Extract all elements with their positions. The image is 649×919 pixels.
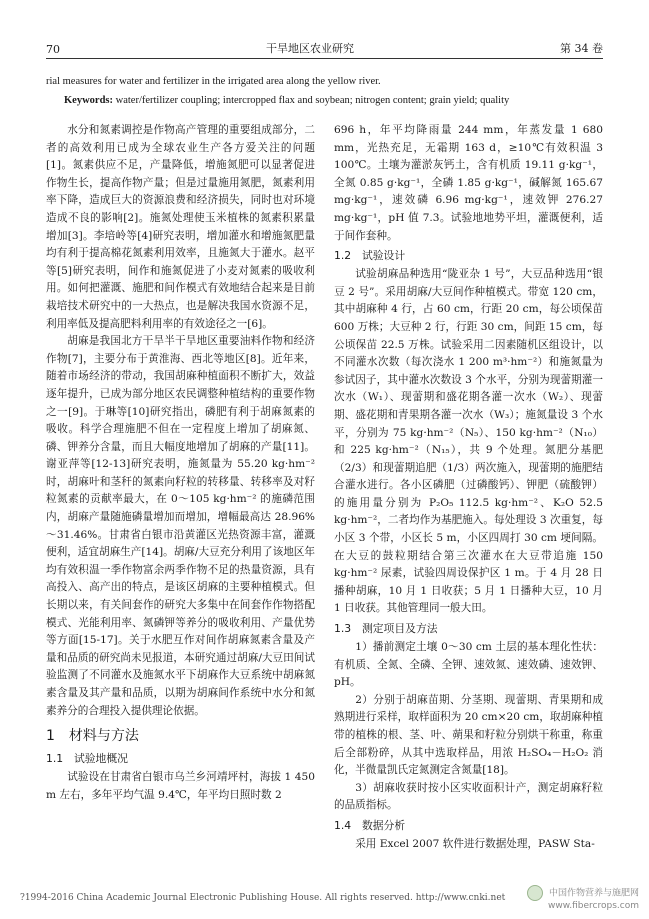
section-1-3-item-3: 3）胡麻收获时按小区实收面积计产，测定胡麻籽粒的品质指标。 bbox=[334, 781, 603, 812]
section-1-3-item-1: 1）播前测定土壤 0～30 cm 土层的基本理化性状：有机质、全氮、全磷、全钾、速效氮、速效磷、速效钾、pH。 bbox=[334, 641, 603, 689]
page-footer bbox=[20, 886, 639, 910]
section-1-2-text: 试验胡麻品种选用“陇亚杂 1 号”，大豆品种选用“银豆 2 号”。采用胡麻/大豆间作种植模式。带宽 120 cm，其中胡麻种 4 行，占 60 cm，行距 20 cm，每公顷保苗 600 万株；大豆种 2 行，行距 30 cm，间距 15 cm，每公顷保苗 22.5 万株。试验采用二因素随机区组设计，以不同灌水次数（每次浇水 1 200 m³·hm⁻²）和施氮量为参试因子，其中灌水次数设 3 个水平，分别为现蕾期灌一次水（W₁）、现蕾期和盛花期各灌一次水（W₂）、现蕾期、盛花期和青果期各灌一次水（W₃）；施氮量设 3 个水平，分别为 75 kg·hm⁻²（N₅）、150 kg·hm⁻²（N₁₀）和 225 kg·hm⁻²（N₁₅），共 9 个处理。氮肥分基肥（2/3）和现蕾期追肥（1/3）两次施入，现蕾期的施肥结合灌水进行。各小区磷肥（过磷酸钙）、钾肥（硫酸钾）的施用量分别为 P₂O₅ 112.5 kg·hm⁻²、K₂O 52.5 kg·hm⁻²，二者均作为基肥施入。每处理设 3 次重复，每小区 3 个带，小区长 5 m，小区四周打 30 cm 埂间隔。在大豆的鼓粒期结合第三次灌水在大豆带追施 150 kg·hm⁻² 尿素，试验四周设保护区 1 m。于 4 月 28 日播种胡麻，10 月 1 日收获；5 月 1 日播种大豆，10 月 1 日收获。其他管理同一般大田。 bbox=[334, 268, 603, 615]
intro-paragraph-2: 胡麻是我国北方干旱半干旱地区重要油料作物和经济作物[7]，主要分布于黄淮海、西北等地区[8]。近年来，随着市场经济的带动，我国胡麻种植面积不断扩大，效益逐年提升，已成为部分地区农民调整种植结构的重要作物之一[9]。于琳等[10]研究指出，磷肥有利于胡麻氮素的吸收。科学合理施肥不但在一定程度上增加了胡麻氮、磷、钾养分含量，而且大幅度地增加了胡麻的产量[11]。谢亚萍等[12-13]研究表明，施氮量为 55.20 kg·hm⁻² 时，胡麻叶和茎秆的氮素向籽粒的转移量、转移率及对籽粒氮素的贡献率最大，在 0～105 kg·hm⁻² 的施磷范围内，胡麻产量随施磷量增加而增加，增幅最高达 28.96%～31.46%。甘肃省白银市沿黄灌区光热资源丰富，灌溉便利，适宜胡麻生产[14]。胡麻/大豆充分利用了该地区年均有效积温一季作物富余两季作物不足的热量资源，具有高投入、高产出的特点，是该区胡麻的主要种植模式。但长期以来，有关间套作的研究大多集中在间套作作物搭配模式、光能利用率、氮磷钾等养分的吸收利用、产量优势等方面[15-17]。关于水肥互作对间作胡麻氮素含量及产量和品质的研究尚未见报道，本研究通过胡麻/大豆田间试验监测了不同灌水及施氮水平下胡麻作大豆系统中胡麻氮素含量及其产量和品质，以期为胡麻间作系统中水分和氮素养分的合理投入提供理论依据。 bbox=[46, 335, 315, 717]
keywords bbox=[46, 94, 603, 108]
abstract-tail: rial measures for water and fertilizer in the irrigated area along the yellow river. bbox=[46, 76, 381, 87]
journal-title: 干旱地区农业研究 bbox=[266, 42, 354, 55]
section-1-heading: 1 材料与方法 bbox=[46, 728, 139, 745]
intro-paragraph-1: 水分和氮素调控是作物高产管理的重要组成部分，二者的高效利用已成为全球农业生产各方爱关注的问题[1]。氮素供应不足，产量降低，增施氮肥可以显著促进作物生长，提高作物产量；但是过量施用氮肥，氮素利用率下降，造成巨大的资源浪费和经济损失，同时也对环境造成不良的影响[2]。施氮处理使玉米植株的氮素积累量增加[3]。李培岭等[4]研究表明，增加灌水和增施氮肥量均有利于提高棉花氮素利用效率，且施氮大于灌水。赵平等[5]研究表明，间作和施氮促进了小麦对氮素的吸收利用。如何把灌溉、施肥和间作模式有效地结合起来是目前栽培技术研究中的一大热点，也是解决我国水资源不足，利用率低及提高肥料利用率的有效途径之一[6]。 bbox=[46, 124, 315, 330]
section-1-4-text: 采用 Excel 2007 软件进行数据处理，PASW Sta- bbox=[355, 837, 595, 850]
section-1-3-item-2: 2）分别于胡麻苗期、分茎期、现蕾期、青果期和成熟期进行采样，取样面积为 20 cm×20 cm，取胡麻种植带的植株的根、茎、叶、蒴果和籽粒分别烘干称重，称重后全部粉碎，从其中选取样品，用浓 H₂SO₄－H₂O₂ 消化，半微量凯氏定氮测定含氮量[18]。 bbox=[334, 693, 603, 777]
site-description-continued: 696 h，年平均降雨量 244 mm，年蒸发量 1 680 mm，光热充足，无霜期 163 d，≥10℃有效积温 3 100℃。土壤为灌淤灰钙土，含有机质 19.11 g·kg⁻¹，全氮 0.85 g·kg⁻¹，全磷 1.85 g·kg⁻¹，碱解氮 165.67 mg·kg⁻¹，速效磷 6.96 mg·kg⁻¹，速效钾 276.27 mg·kg⁻¹，pH 值 7.3。试验地地势平坦，灌溉便利，适于间作套种。 bbox=[334, 124, 603, 242]
section-1-2-heading: 1.2 试验设计 bbox=[334, 249, 406, 263]
watermark bbox=[527, 885, 639, 912]
watermark-line-2: www.fibercrops.com bbox=[548, 900, 639, 911]
page-number: 70 bbox=[46, 43, 60, 56]
right-column bbox=[334, 122, 603, 854]
section-1-1-text: 试验设在甘肃省白银市乌兰乡河靖坪村，海拔 1 450 m 左右，多年平均气温 9.4℃，年平均日照时数 2 bbox=[46, 771, 315, 801]
watermark-logo-icon bbox=[527, 885, 543, 901]
watermark-line-1: 中国作物营养与施肥网 bbox=[548, 888, 639, 898]
page-header bbox=[46, 40, 603, 56]
section-1-1-heading: 1.1 试验地概况 bbox=[46, 752, 128, 766]
keywords-label: Keywords: bbox=[64, 95, 113, 106]
section-1-4-heading: 1.4 数据分析 bbox=[334, 818, 406, 832]
header-divider bbox=[46, 58, 603, 59]
keywords-text: water/fertilizer coupling; intercropped flax and soybean; nitrogen content; grain yield; quality bbox=[115, 95, 510, 106]
left-column bbox=[46, 122, 315, 804]
section-1-3-heading: 1.3 测定项目及方法 bbox=[334, 622, 438, 636]
volume-label: 第 34 卷 bbox=[560, 42, 603, 55]
copyright-notice: ?1994-2016 China Academic Journal Electronic Publishing House. All rights reserved. http://www.cnki.net bbox=[20, 893, 506, 903]
